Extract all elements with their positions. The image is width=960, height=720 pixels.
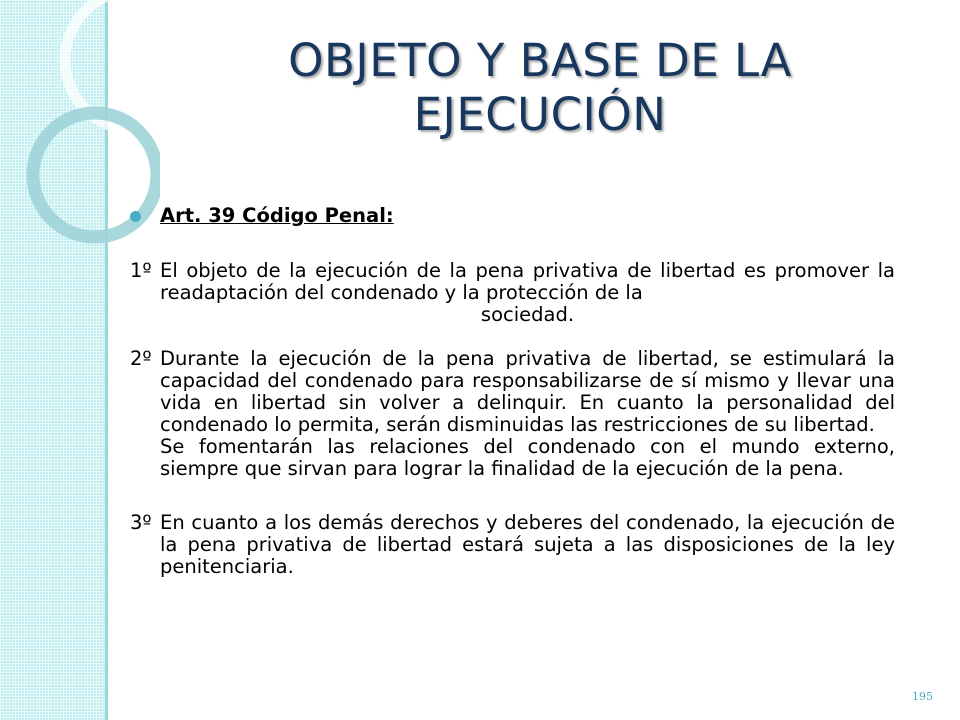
paragraph-1 — [130, 260, 895, 326]
page-number: 195 — [912, 690, 933, 703]
bullet-dot-icon — [130, 211, 141, 222]
title-line-1: OBJETO Y BASE DE LA — [288, 34, 792, 87]
title-line-2: EJECUCIÓN — [413, 88, 667, 141]
paragraph-number: 2º — [130, 347, 152, 370]
paragraph-3 — [130, 512, 895, 578]
paragraph-text: El objeto de la ejecución de la pena privativa de libertad es promover la readaptación del condenado y la protección de la — [160, 259, 895, 304]
paragraph-number: 3º — [130, 511, 152, 534]
paragraph-text: Durante la ejecución de la pena privativa de libertad, se estimulará la capacidad del condenado para responsabilizarse de sí mismo y llevar una vida en libertad sin volver a delinquir. En cuanto la personalidad del condenado lo permita, serán disminuidas las restricciones de su libertad. — [160, 347, 895, 436]
article-heading: Art. 39 Código Penal: — [160, 204, 394, 227]
slide-body — [130, 205, 895, 578]
paragraph-2 — [130, 348, 895, 480]
paragraph-text: En cuanto a los demás derechos y deberes del condenado, la ejecución de la pena privativa de libertad estará sujeta a las disposiciones de la ley penitenciaria. — [160, 511, 895, 578]
paragraph-text-continued: Se fomentarán las relaciones del condenado con el mundo externo, siempre que sirvan para lograr la finalidad de la ejecución de la pena. — [160, 435, 895, 480]
article-bullet — [130, 205, 895, 227]
paragraph-last-line: sociedad. — [480, 303, 575, 326]
slide-title — [200, 34, 880, 142]
paragraph-number: 1º — [130, 259, 152, 282]
